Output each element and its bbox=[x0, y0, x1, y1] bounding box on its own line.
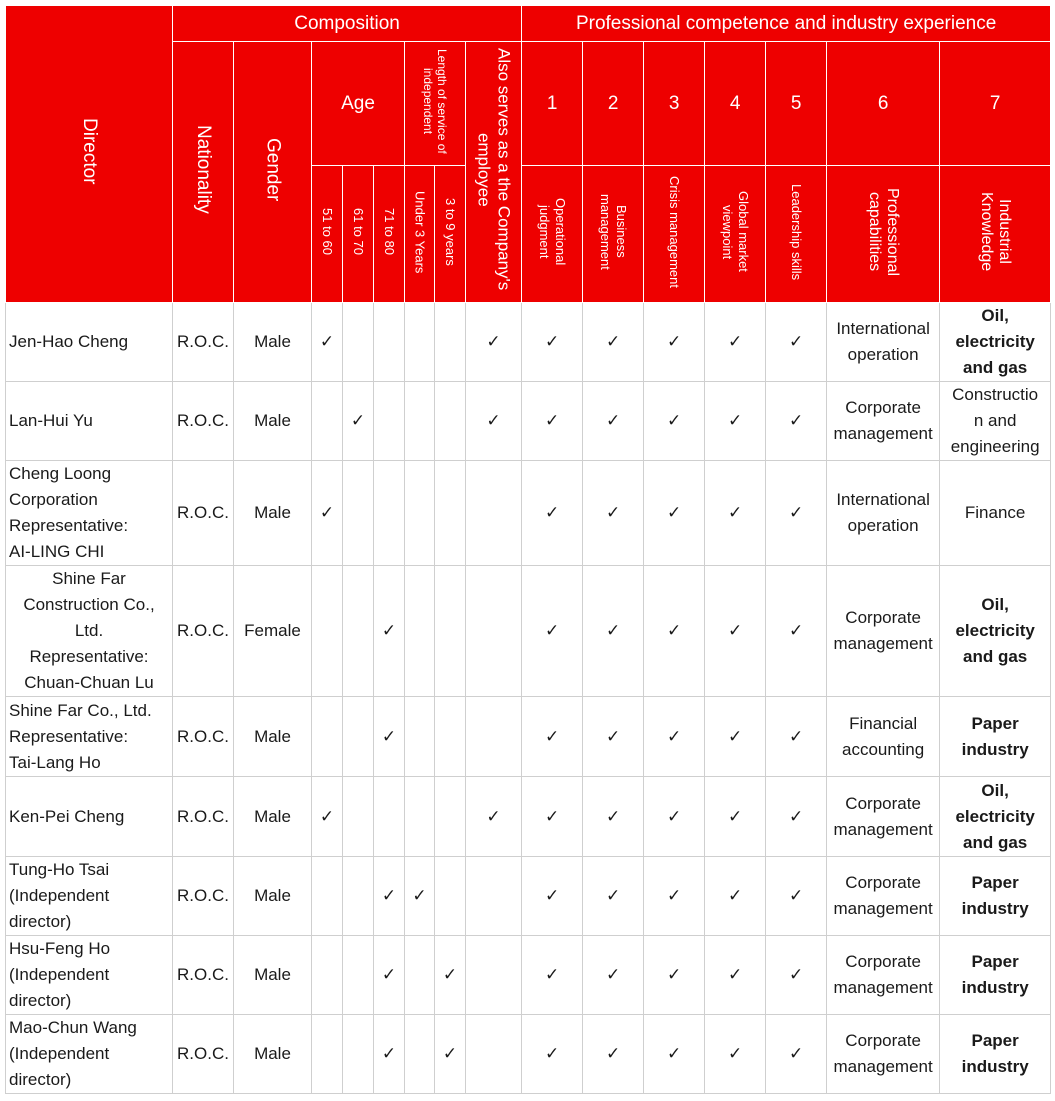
professional-capability-cell bbox=[827, 382, 940, 461]
check-cell-age-51-60 bbox=[312, 1015, 343, 1094]
cell-line: management bbox=[833, 634, 933, 653]
industrial-knowledge-cell bbox=[940, 566, 1051, 697]
director-name-cell bbox=[6, 1015, 173, 1094]
cell-line: director) bbox=[9, 1070, 72, 1089]
check-cell-three-to-9: ✓ bbox=[435, 1015, 466, 1094]
check-cell-age-71-80: ✓ bbox=[374, 566, 405, 697]
check-cell-employee: ✓ bbox=[466, 303, 522, 382]
check-cell-employee bbox=[466, 1015, 522, 1094]
age-71-80-label: 71 to 80 bbox=[382, 208, 397, 256]
nationality-cell: R.O.C. bbox=[173, 303, 234, 382]
check-cell-age-51-60: ✓ bbox=[312, 777, 343, 857]
cell-line: industry bbox=[961, 739, 1029, 759]
gender-cell: Male bbox=[234, 461, 312, 566]
gender-header-label: Gender bbox=[262, 137, 284, 202]
cell-line: (Independent bbox=[9, 1044, 110, 1063]
check-cell-age-61-70 bbox=[343, 936, 374, 1015]
professional-capability-cell bbox=[827, 303, 940, 382]
check-cell-age-61-70 bbox=[343, 566, 374, 697]
employee-header bbox=[466, 42, 522, 303]
professional-capability-cell bbox=[827, 857, 940, 936]
industrial-knowledge-cell bbox=[940, 857, 1051, 936]
check-cell-s5: ✓ bbox=[766, 936, 827, 1015]
cell-line: and gas bbox=[963, 358, 1028, 377]
age-51-60-label: 51 to 60 bbox=[320, 208, 335, 256]
cell-line: management bbox=[833, 424, 933, 443]
check-cell-age-51-60 bbox=[312, 566, 343, 697]
gender-cell: Male bbox=[234, 697, 312, 777]
check-cell-age-71-80: ✓ bbox=[374, 697, 405, 777]
check-cell-age-51-60 bbox=[312, 857, 343, 936]
check-cell-age-51-60 bbox=[312, 382, 343, 461]
gender-cell: Male bbox=[234, 936, 312, 1015]
cell-line: Representative: bbox=[9, 516, 129, 535]
check-cell-employee bbox=[466, 566, 522, 697]
industrial-knowledge-cell bbox=[940, 936, 1051, 1015]
check-cell-age-71-80 bbox=[374, 461, 405, 566]
cell-line: industry bbox=[961, 899, 1029, 918]
cell-line: director) bbox=[9, 991, 72, 1010]
check-cell-s5: ✓ bbox=[766, 382, 827, 461]
director-name-cell bbox=[6, 777, 173, 857]
cell-line: management bbox=[833, 978, 933, 997]
skill-number-5: 5 bbox=[766, 42, 827, 166]
check-cell-s1: ✓ bbox=[522, 1015, 583, 1094]
skill-number-3: 3 bbox=[644, 42, 705, 166]
check-cell-s3: ✓ bbox=[644, 382, 705, 461]
cell-line: management bbox=[833, 819, 933, 839]
gender-cell: Male bbox=[234, 1015, 312, 1094]
check-cell-s3: ✓ bbox=[644, 857, 705, 936]
check-cell-age-61-70 bbox=[343, 303, 374, 382]
nationality-cell: R.O.C. bbox=[173, 1015, 234, 1094]
skill-4-header bbox=[705, 166, 766, 303]
check-cell-three-to-9 bbox=[435, 566, 466, 697]
check-cell-three-to-9 bbox=[435, 382, 466, 461]
cell-line: management bbox=[833, 1057, 933, 1076]
industrial-knowledge-cell bbox=[940, 697, 1051, 777]
cell-line: Corporate bbox=[845, 873, 921, 892]
cell-line: Cheng Loong bbox=[9, 464, 112, 483]
industrial-knowledge-cell bbox=[940, 461, 1051, 566]
check-cell-s5: ✓ bbox=[766, 303, 827, 382]
check-cell-s2: ✓ bbox=[583, 461, 644, 566]
skill-2-header bbox=[583, 166, 644, 303]
check-cell-age-51-60 bbox=[312, 936, 343, 1015]
table-row bbox=[6, 1015, 1051, 1094]
nationality-cell: R.O.C. bbox=[173, 936, 234, 1015]
cell-line: Paper bbox=[971, 1031, 1019, 1050]
check-cell-s2: ✓ bbox=[583, 777, 644, 857]
professional-capability-cell bbox=[827, 1015, 940, 1094]
check-cell-s5: ✓ bbox=[766, 1015, 827, 1094]
check-cell-s4: ✓ bbox=[705, 857, 766, 936]
skill-5-header bbox=[766, 166, 827, 303]
cell-line: Tung-Ho Tsai bbox=[9, 860, 110, 879]
cell-line: accounting bbox=[841, 739, 925, 759]
check-cell-s3: ✓ bbox=[644, 697, 705, 777]
cell-line: Paper bbox=[971, 952, 1019, 971]
skill-1-label: Operational judgment bbox=[537, 198, 569, 266]
cell-line: industry bbox=[961, 1057, 1029, 1076]
cell-line: electricity bbox=[955, 332, 1035, 351]
check-cell-s5: ✓ bbox=[766, 777, 827, 857]
check-cell-s4: ✓ bbox=[705, 697, 766, 777]
director-header-label: Director bbox=[79, 118, 100, 185]
cell-line: Finance bbox=[964, 503, 1026, 522]
cell-line: Corporation bbox=[9, 490, 98, 509]
director-name-cell bbox=[6, 566, 173, 697]
check-cell-under-3: ✓ bbox=[405, 857, 435, 936]
composition-header: Composition bbox=[173, 6, 522, 42]
check-cell-employee bbox=[466, 936, 522, 1015]
cell-line: electricity bbox=[955, 806, 1035, 826]
age-61-70-label: 61 to 70 bbox=[351, 208, 366, 256]
check-cell-s5: ✓ bbox=[766, 857, 827, 936]
table-row bbox=[6, 777, 1051, 857]
cell-line: Corporate bbox=[845, 398, 921, 417]
cell-line: and gas bbox=[963, 647, 1028, 666]
three-to-nine-years-label: 3 to 9 years bbox=[443, 197, 458, 266]
check-cell-s2: ✓ bbox=[583, 566, 644, 697]
check-cell-s3: ✓ bbox=[644, 303, 705, 382]
cell-line: Paper bbox=[971, 873, 1019, 892]
board-skills-matrix bbox=[5, 5, 1051, 1094]
skill-6-header bbox=[827, 166, 940, 303]
nationality-header-label: Nationality bbox=[193, 125, 214, 214]
skill-number-2: 2 bbox=[583, 42, 644, 166]
matrix-body bbox=[6, 303, 1051, 1094]
check-cell-under-3 bbox=[405, 566, 435, 697]
check-cell-age-61-70 bbox=[343, 461, 374, 566]
skill-7-header bbox=[940, 166, 1051, 303]
table-row bbox=[6, 697, 1051, 777]
cell-line: director) bbox=[9, 912, 72, 931]
cell-line: Ken-Pei Cheng bbox=[9, 806, 125, 826]
nationality-cell: R.O.C. bbox=[173, 777, 234, 857]
age-61-70-header bbox=[343, 166, 374, 303]
industrial-knowledge-cell bbox=[940, 303, 1051, 382]
skill-4-label: Global market viewpoint bbox=[720, 191, 752, 273]
check-cell-employee bbox=[466, 857, 522, 936]
check-cell-age-61-70: ✓ bbox=[343, 382, 374, 461]
director-header bbox=[6, 6, 173, 303]
gender-cell: Female bbox=[234, 566, 312, 697]
cell-line: Corporate bbox=[845, 1031, 921, 1050]
check-cell-three-to-9 bbox=[435, 777, 466, 857]
check-cell-s2: ✓ bbox=[583, 1015, 644, 1094]
cell-line: engineering bbox=[950, 437, 1040, 456]
cell-line: Oil, bbox=[981, 780, 1009, 800]
director-name-cell bbox=[6, 936, 173, 1015]
check-cell-under-3 bbox=[405, 777, 435, 857]
check-cell-age-51-60 bbox=[312, 697, 343, 777]
under-3-years-header bbox=[405, 166, 435, 303]
cell-line: Representative: bbox=[29, 647, 149, 666]
check-cell-three-to-9 bbox=[435, 461, 466, 566]
check-cell-under-3 bbox=[405, 382, 435, 461]
check-cell-s2: ✓ bbox=[583, 936, 644, 1015]
check-cell-s1: ✓ bbox=[522, 566, 583, 697]
check-cell-s1: ✓ bbox=[522, 303, 583, 382]
check-cell-s1: ✓ bbox=[522, 936, 583, 1015]
industrial-knowledge-cell bbox=[940, 382, 1051, 461]
check-cell-under-3 bbox=[405, 697, 435, 777]
professional-capability-cell bbox=[827, 936, 940, 1015]
check-cell-s5: ✓ bbox=[766, 461, 827, 566]
cell-line: Tai-Lang Ho bbox=[9, 752, 101, 772]
check-cell-three-to-9: ✓ bbox=[435, 936, 466, 1015]
director-name-cell bbox=[6, 857, 173, 936]
cell-line: industry bbox=[961, 978, 1029, 997]
cell-line: Corporate bbox=[845, 952, 921, 971]
table-row bbox=[6, 936, 1051, 1015]
cell-line: Representative: bbox=[9, 726, 129, 746]
check-cell-under-3 bbox=[405, 303, 435, 382]
table-row bbox=[6, 566, 1051, 697]
check-cell-s3: ✓ bbox=[644, 1015, 705, 1094]
cell-line: Jen-Hao Cheng bbox=[9, 332, 129, 351]
three-to-nine-years-header bbox=[435, 166, 466, 303]
check-cell-age-61-70 bbox=[343, 857, 374, 936]
check-cell-under-3 bbox=[405, 461, 435, 566]
professional-capability-cell bbox=[827, 566, 940, 697]
check-cell-employee bbox=[466, 697, 522, 777]
check-cell-age-71-80: ✓ bbox=[374, 857, 405, 936]
skill-number-6: 6 bbox=[827, 42, 940, 166]
cell-line: Ltd. bbox=[74, 621, 104, 640]
skill-6-label: Professional capabilities bbox=[866, 187, 902, 276]
cell-line: Paper bbox=[971, 713, 1019, 733]
cell-line: Oil, bbox=[981, 306, 1009, 325]
gender-cell: Male bbox=[234, 303, 312, 382]
cell-line: Mao-Chun Wang bbox=[9, 1018, 137, 1037]
check-cell-s3: ✓ bbox=[644, 777, 705, 857]
industrial-knowledge-cell bbox=[940, 777, 1051, 857]
check-cell-s1: ✓ bbox=[522, 857, 583, 936]
cell-line: AI-LING CHI bbox=[9, 542, 105, 561]
check-cell-age-51-60: ✓ bbox=[312, 461, 343, 566]
check-cell-under-3 bbox=[405, 1015, 435, 1094]
check-cell-age-71-80 bbox=[374, 382, 405, 461]
check-cell-s1: ✓ bbox=[522, 777, 583, 857]
table-row bbox=[6, 303, 1051, 382]
check-cell-employee: ✓ bbox=[466, 382, 522, 461]
gender-cell: Male bbox=[234, 857, 312, 936]
cell-line: Lan-Hui Yu bbox=[9, 411, 93, 430]
check-cell-three-to-9 bbox=[435, 857, 466, 936]
cell-line: (Independent bbox=[9, 965, 110, 984]
cell-line: Chuan-Chuan Lu bbox=[24, 673, 154, 692]
nationality-cell: R.O.C. bbox=[173, 697, 234, 777]
industrial-knowledge-cell bbox=[940, 1015, 1051, 1094]
director-name-cell bbox=[6, 461, 173, 566]
employee-header-label: Also serves as a the Company's employee bbox=[474, 48, 514, 291]
cell-line: electricity bbox=[955, 621, 1035, 640]
check-cell-age-61-70 bbox=[343, 777, 374, 857]
gender-cell: Male bbox=[234, 382, 312, 461]
cell-line: International bbox=[836, 490, 930, 509]
cell-line: Corporate bbox=[845, 793, 921, 813]
check-cell-age-61-70 bbox=[343, 697, 374, 777]
table-row bbox=[6, 382, 1051, 461]
check-cell-s4: ✓ bbox=[705, 566, 766, 697]
check-cell-s4: ✓ bbox=[705, 1015, 766, 1094]
check-cell-under-3 bbox=[405, 936, 435, 1015]
nationality-header bbox=[173, 42, 234, 303]
cell-line: operation bbox=[847, 345, 919, 364]
cell-line: Financial bbox=[849, 713, 918, 733]
nationality-cell: R.O.C. bbox=[173, 461, 234, 566]
check-cell-age-61-70 bbox=[343, 1015, 374, 1094]
check-cell-s3: ✓ bbox=[644, 566, 705, 697]
check-cell-s3: ✓ bbox=[644, 461, 705, 566]
table-row bbox=[6, 461, 1051, 566]
check-cell-three-to-9 bbox=[435, 697, 466, 777]
nationality-cell: R.O.C. bbox=[173, 382, 234, 461]
check-cell-s4: ✓ bbox=[705, 382, 766, 461]
cell-line: International bbox=[836, 319, 930, 338]
gender-header bbox=[234, 42, 312, 303]
check-cell-age-71-80 bbox=[374, 303, 405, 382]
check-cell-employee bbox=[466, 461, 522, 566]
nationality-cell: R.O.C. bbox=[173, 566, 234, 697]
cell-line: (Independent bbox=[9, 886, 110, 905]
check-cell-s1: ✓ bbox=[522, 697, 583, 777]
check-cell-age-51-60: ✓ bbox=[312, 303, 343, 382]
check-cell-employee: ✓ bbox=[466, 777, 522, 857]
director-name-cell bbox=[6, 382, 173, 461]
check-cell-s1: ✓ bbox=[522, 382, 583, 461]
director-name-cell bbox=[6, 303, 173, 382]
professional-capability-cell bbox=[827, 461, 940, 566]
check-cell-age-71-80: ✓ bbox=[374, 1015, 405, 1094]
gender-cell: Male bbox=[234, 777, 312, 857]
cell-line: Constructio bbox=[952, 385, 1039, 404]
cell-line: and gas bbox=[963, 832, 1028, 852]
cell-line: Oil, bbox=[981, 595, 1009, 614]
check-cell-s2: ✓ bbox=[583, 303, 644, 382]
age-51-60-header bbox=[312, 166, 343, 303]
check-cell-s4: ✓ bbox=[705, 303, 766, 382]
skill-1-header bbox=[522, 166, 583, 303]
check-cell-s1: ✓ bbox=[522, 461, 583, 566]
cell-line: Corporate bbox=[845, 608, 921, 627]
skill-2-label: Business management bbox=[598, 193, 630, 270]
age-71-80-header bbox=[374, 166, 405, 303]
skill-number-4: 4 bbox=[705, 42, 766, 166]
skill-3-header bbox=[644, 166, 705, 303]
check-cell-s2: ✓ bbox=[583, 857, 644, 936]
check-cell-s5: ✓ bbox=[766, 697, 827, 777]
director-name-cell bbox=[6, 697, 173, 777]
professional-capability-cell bbox=[827, 777, 940, 857]
check-cell-age-71-80 bbox=[374, 777, 405, 857]
table-row bbox=[6, 857, 1051, 936]
check-cell-s5: ✓ bbox=[766, 566, 827, 697]
cell-line: Shine Far Co., Ltd. bbox=[9, 700, 152, 720]
length-of-service-label: Length of service of independent bbox=[421, 48, 449, 154]
length-of-service-header bbox=[405, 42, 466, 166]
skill-7-label: Industrial Knowledge bbox=[978, 192, 1014, 272]
professional-capability-cell bbox=[827, 697, 940, 777]
check-cell-s3: ✓ bbox=[644, 936, 705, 1015]
cell-line: management bbox=[833, 899, 933, 918]
cell-line: Shine Far bbox=[52, 569, 126, 588]
check-cell-s2: ✓ bbox=[583, 382, 644, 461]
nationality-cell: R.O.C. bbox=[173, 857, 234, 936]
check-cell-s4: ✓ bbox=[705, 777, 766, 857]
check-cell-s4: ✓ bbox=[705, 936, 766, 1015]
skill-number-7: 7 bbox=[940, 42, 1051, 166]
check-cell-age-71-80: ✓ bbox=[374, 936, 405, 1015]
check-cell-three-to-9 bbox=[435, 303, 466, 382]
cell-line: Construction Co., bbox=[23, 595, 155, 614]
under-3-years-label: Under 3 Years bbox=[412, 190, 428, 273]
cell-line: n and bbox=[973, 411, 1017, 430]
cell-line: operation bbox=[847, 516, 919, 535]
cell-line: Hsu-Feng Ho bbox=[9, 939, 111, 958]
skill-3-label: Crisis management bbox=[667, 175, 683, 288]
check-cell-s4: ✓ bbox=[705, 461, 766, 566]
check-cell-s2: ✓ bbox=[583, 697, 644, 777]
skill-5-label: Leadership skills bbox=[789, 183, 805, 280]
professional-header: Professional competence and industry experience bbox=[522, 6, 1051, 42]
age-header: Age bbox=[312, 42, 405, 166]
skill-number-1: 1 bbox=[522, 42, 583, 166]
